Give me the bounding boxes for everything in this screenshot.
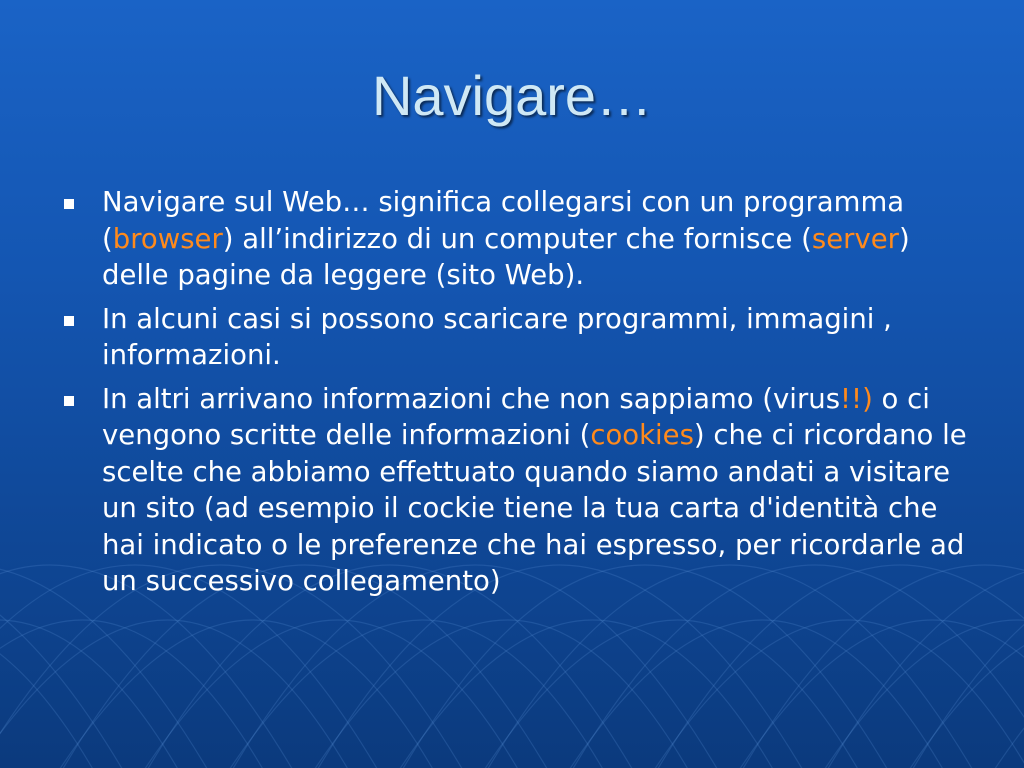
highlighted-term-exclamation: !!) [840,382,873,415]
bullet-item [60,381,980,600]
text-segment: ) delle pagine da leggere (sito Web). [102,222,910,291]
highlighted-term-server: server [811,222,899,255]
highlighted-term-cookies: cookies [590,419,694,451]
text-segment: Navigare sul Web… significa collegarsi con un programma ( [102,186,905,255]
bullet-item [60,301,980,374]
text-segment: o ci vengono scritte delle informazioni ( [102,382,930,451]
highlighted-term-browser: browser [112,222,223,255]
square-bullet-icon [64,396,74,406]
bullet-text [102,381,980,600]
text-segment: ) che ci ricordano le scelte che abbiamo effettuato quando siamo andati a visitare un sito (ad esempio il cockie tiene la tua carta d'identità che hai indicato o le preferenze che hai espresso, per ricordarle ad un successivo collegamento) [102,419,967,597]
bullet-text [102,301,980,374]
square-bullet-icon [64,199,74,209]
text-segment: In altri arrivano informazioni che non sappiamo (virus [102,382,841,415]
text-segment: In alcuni casi si possono scaricare programmi, immagini , informazioni. [102,302,892,371]
bullet-list [60,184,980,607]
slide-title: Navigare… [371,64,653,127]
bullet-item [60,184,980,294]
square-bullet-icon [64,316,74,326]
text-segment: ) all’indirizzo di un computer che fornisce ( [222,222,812,255]
bullet-text [102,184,980,294]
